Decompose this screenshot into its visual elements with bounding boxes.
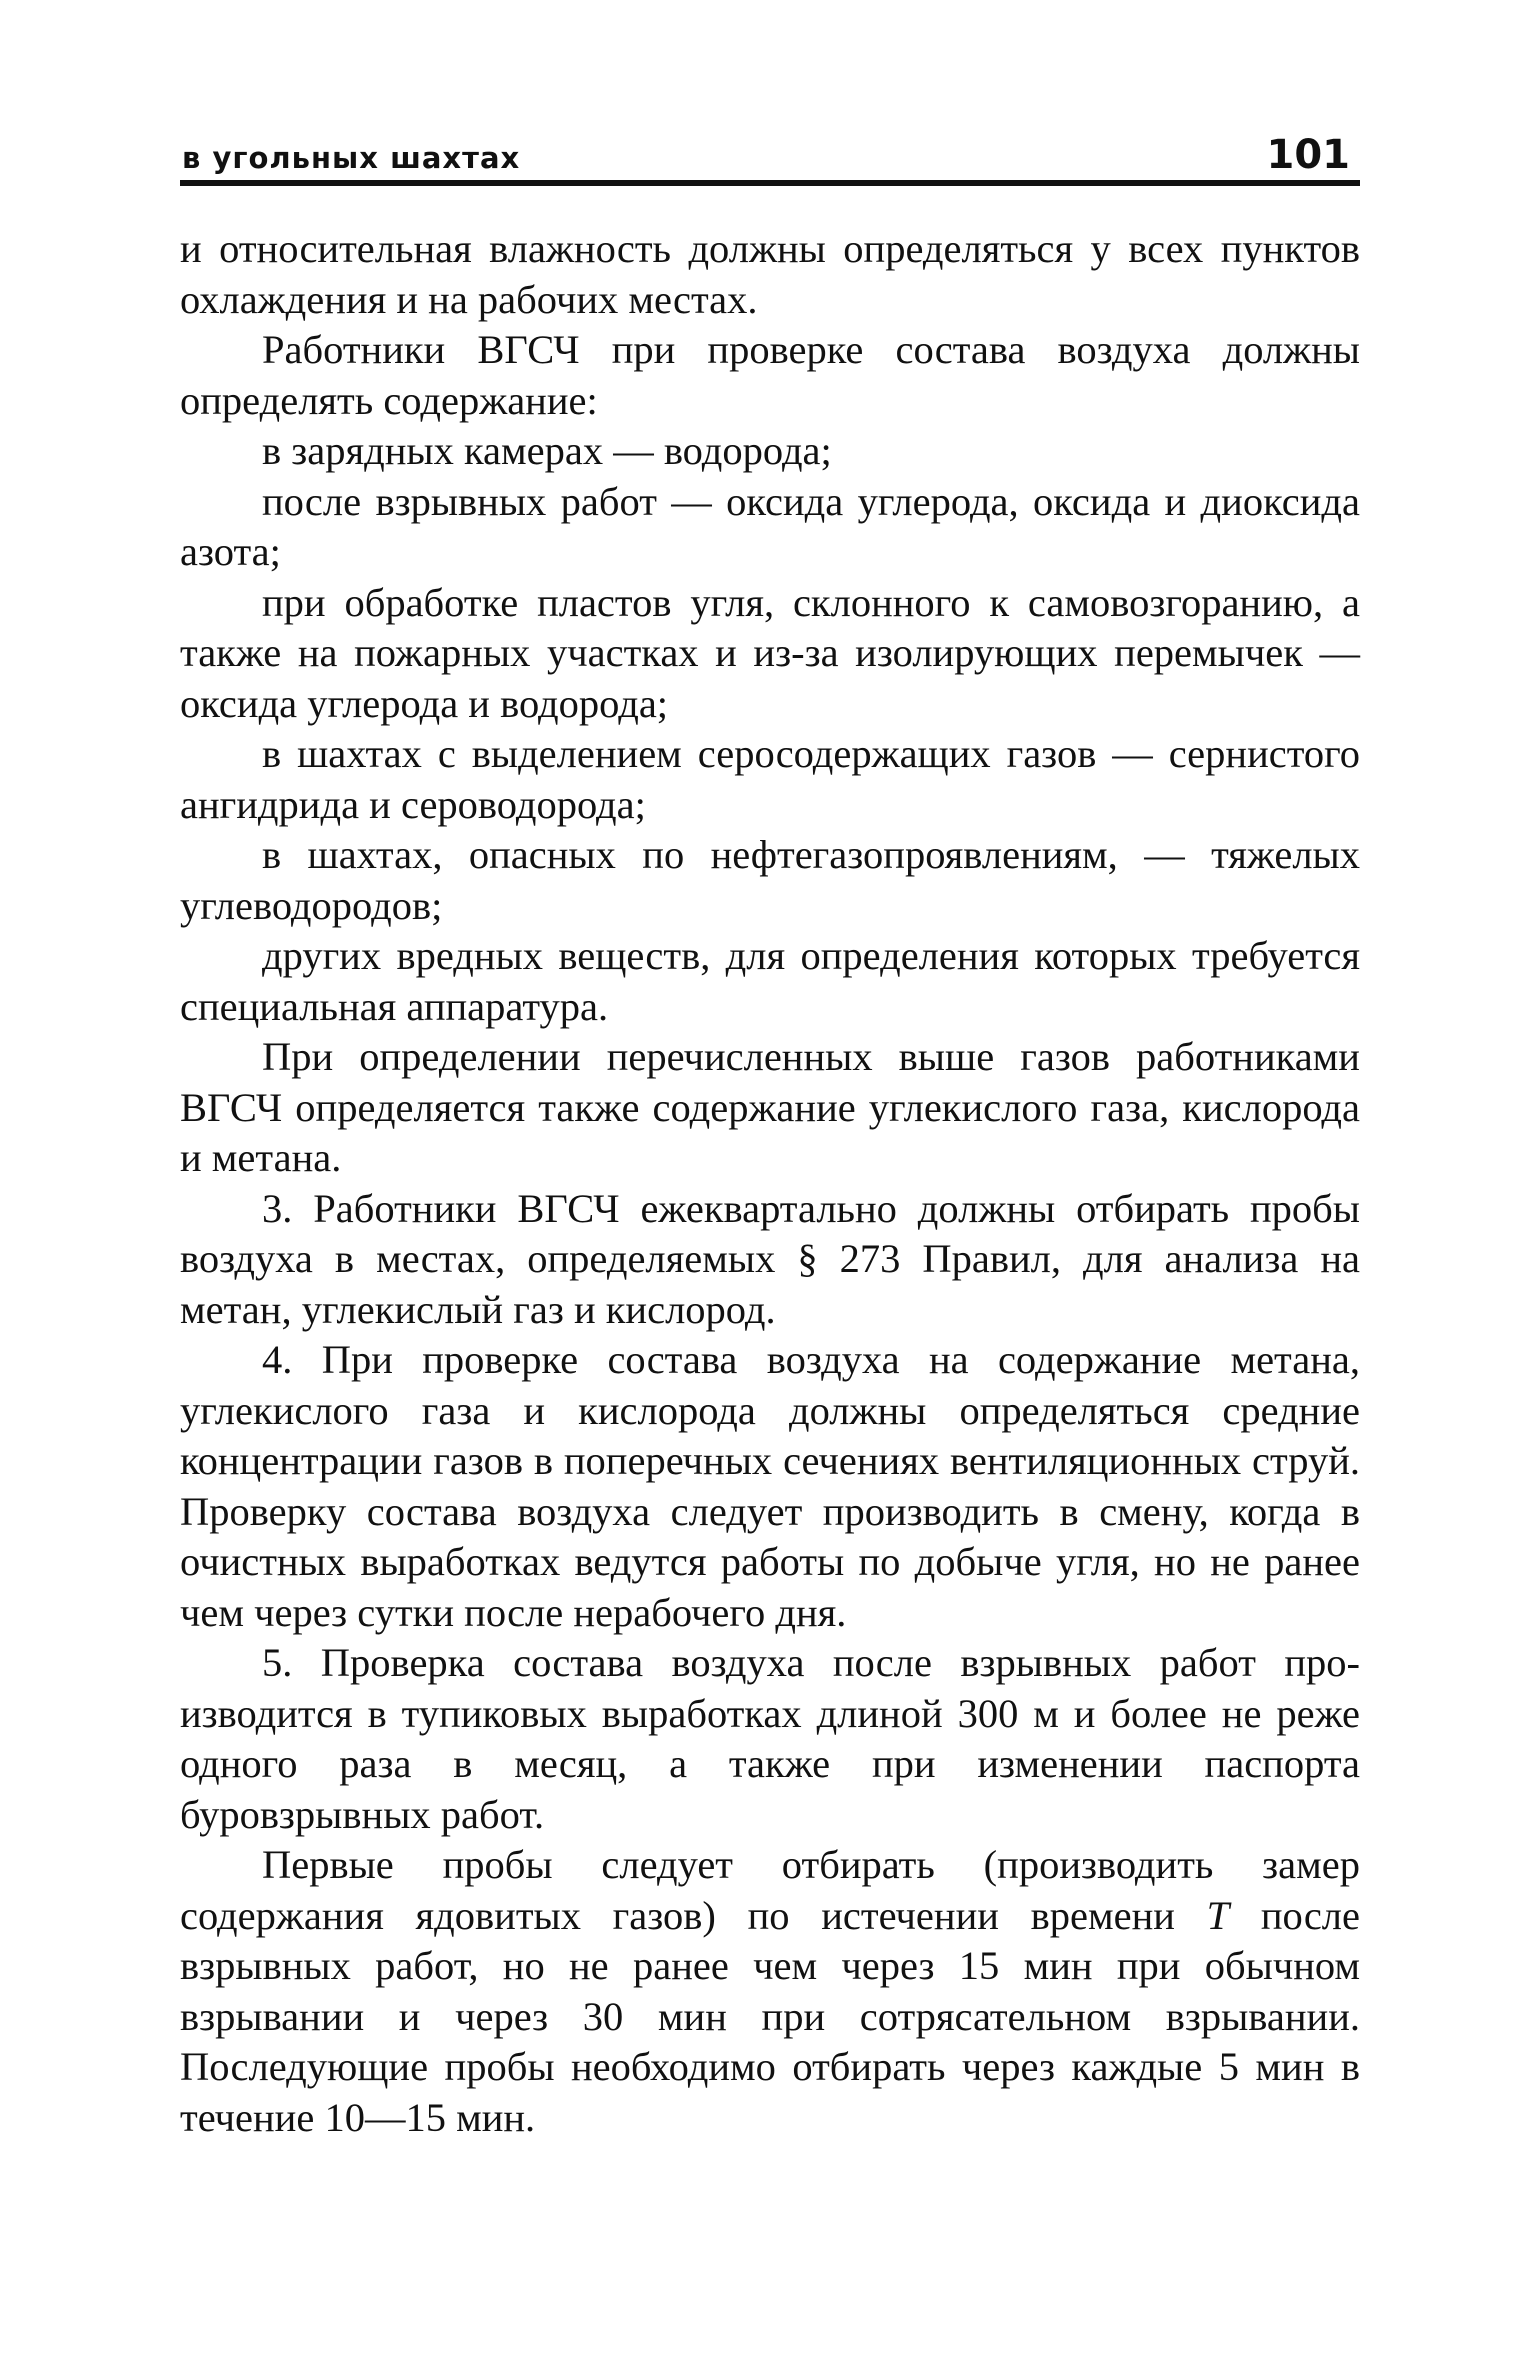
list-item: в шахтах с выделением серосодержащих газов — сернистого ангидрида и сероводорода; (180, 731, 1360, 827)
list-item: при обработке пластов угля, склонного к самовозгоранию, а также на пожарных участках и из-за изолирующих перемычек — оксида углерода и водорода; (180, 579, 1360, 726)
time-variable: T (1206, 1892, 1230, 1938)
list-item: в зарядных камерах — водорода; (262, 428, 832, 473)
body-text (180, 224, 1360, 2143)
list-item: других вредных веществ, для определения которых требуется специальная аппаратура. (180, 933, 1360, 1029)
numbered-paragraph-5: 5. Проверка состава воздуха после взрывных работ производится в тупиковых выработках длиной 300 м и более не реже одного раза в месяц, а также при изменении паспорта буровзрывных работ. (180, 1640, 1360, 1837)
final-text-before: Первые пробы следует отбирать (производить замер содержания ядовитых газов) по истечении времени (180, 1842, 1360, 1938)
book-page (180, 125, 1360, 2143)
paragraph-continuation: и относительная влажность должны определяться у всех пунктов охлаждения и на рабочих местах. (180, 226, 1360, 322)
list-item: в шахтах, опасных по нефтегазопроявлениям, — тяжелых углеводородов; (180, 832, 1360, 928)
numbered-paragraph-3: 3. Работники ВГСЧ ежеквартально должны отбирать пробы воздуха в местах, определяемых § 273 Правил, для анализа на метан, углекислый газ и кислород. (180, 1185, 1360, 1332)
paragraph-final (180, 1840, 1360, 2143)
running-title: в угольных шахтах (182, 141, 521, 175)
running-header (180, 125, 1360, 186)
final-text-after: после взрывных работ, но не ранее чем через 15 мин при обычном взрывании и через 30 мин при сотрясательном взрывании. Последующие пробы необходимо отбирать через каждые 5 мин в течение 10—15 мин. (180, 1892, 1360, 2140)
list-item: после взрывных работ — оксида углерода, оксида и диоксида азота; (180, 478, 1360, 574)
paragraph: При определении перечисленных выше газов работниками ВГСЧ определяется также содержание углекислого газа, кислорода и метана. (180, 1034, 1360, 1180)
page-number: 101 (1266, 132, 1350, 178)
paragraph: Работники ВГСЧ при проверке состава воздуха должны определять содержание: (180, 327, 1360, 423)
numbered-paragraph-4: 4. При проверке состава воздуха на содержание метана, углекислого газа и кислорода должны определяться средние концентрации газов в поперечных сечениях вентиляционных струй. Проверку состава воздуха следует производить в смену, когда в очистных выработках ведутся работы по добыче угля, но не ранее чем через сутки после нерабочего дня. (180, 1337, 1360, 1635)
